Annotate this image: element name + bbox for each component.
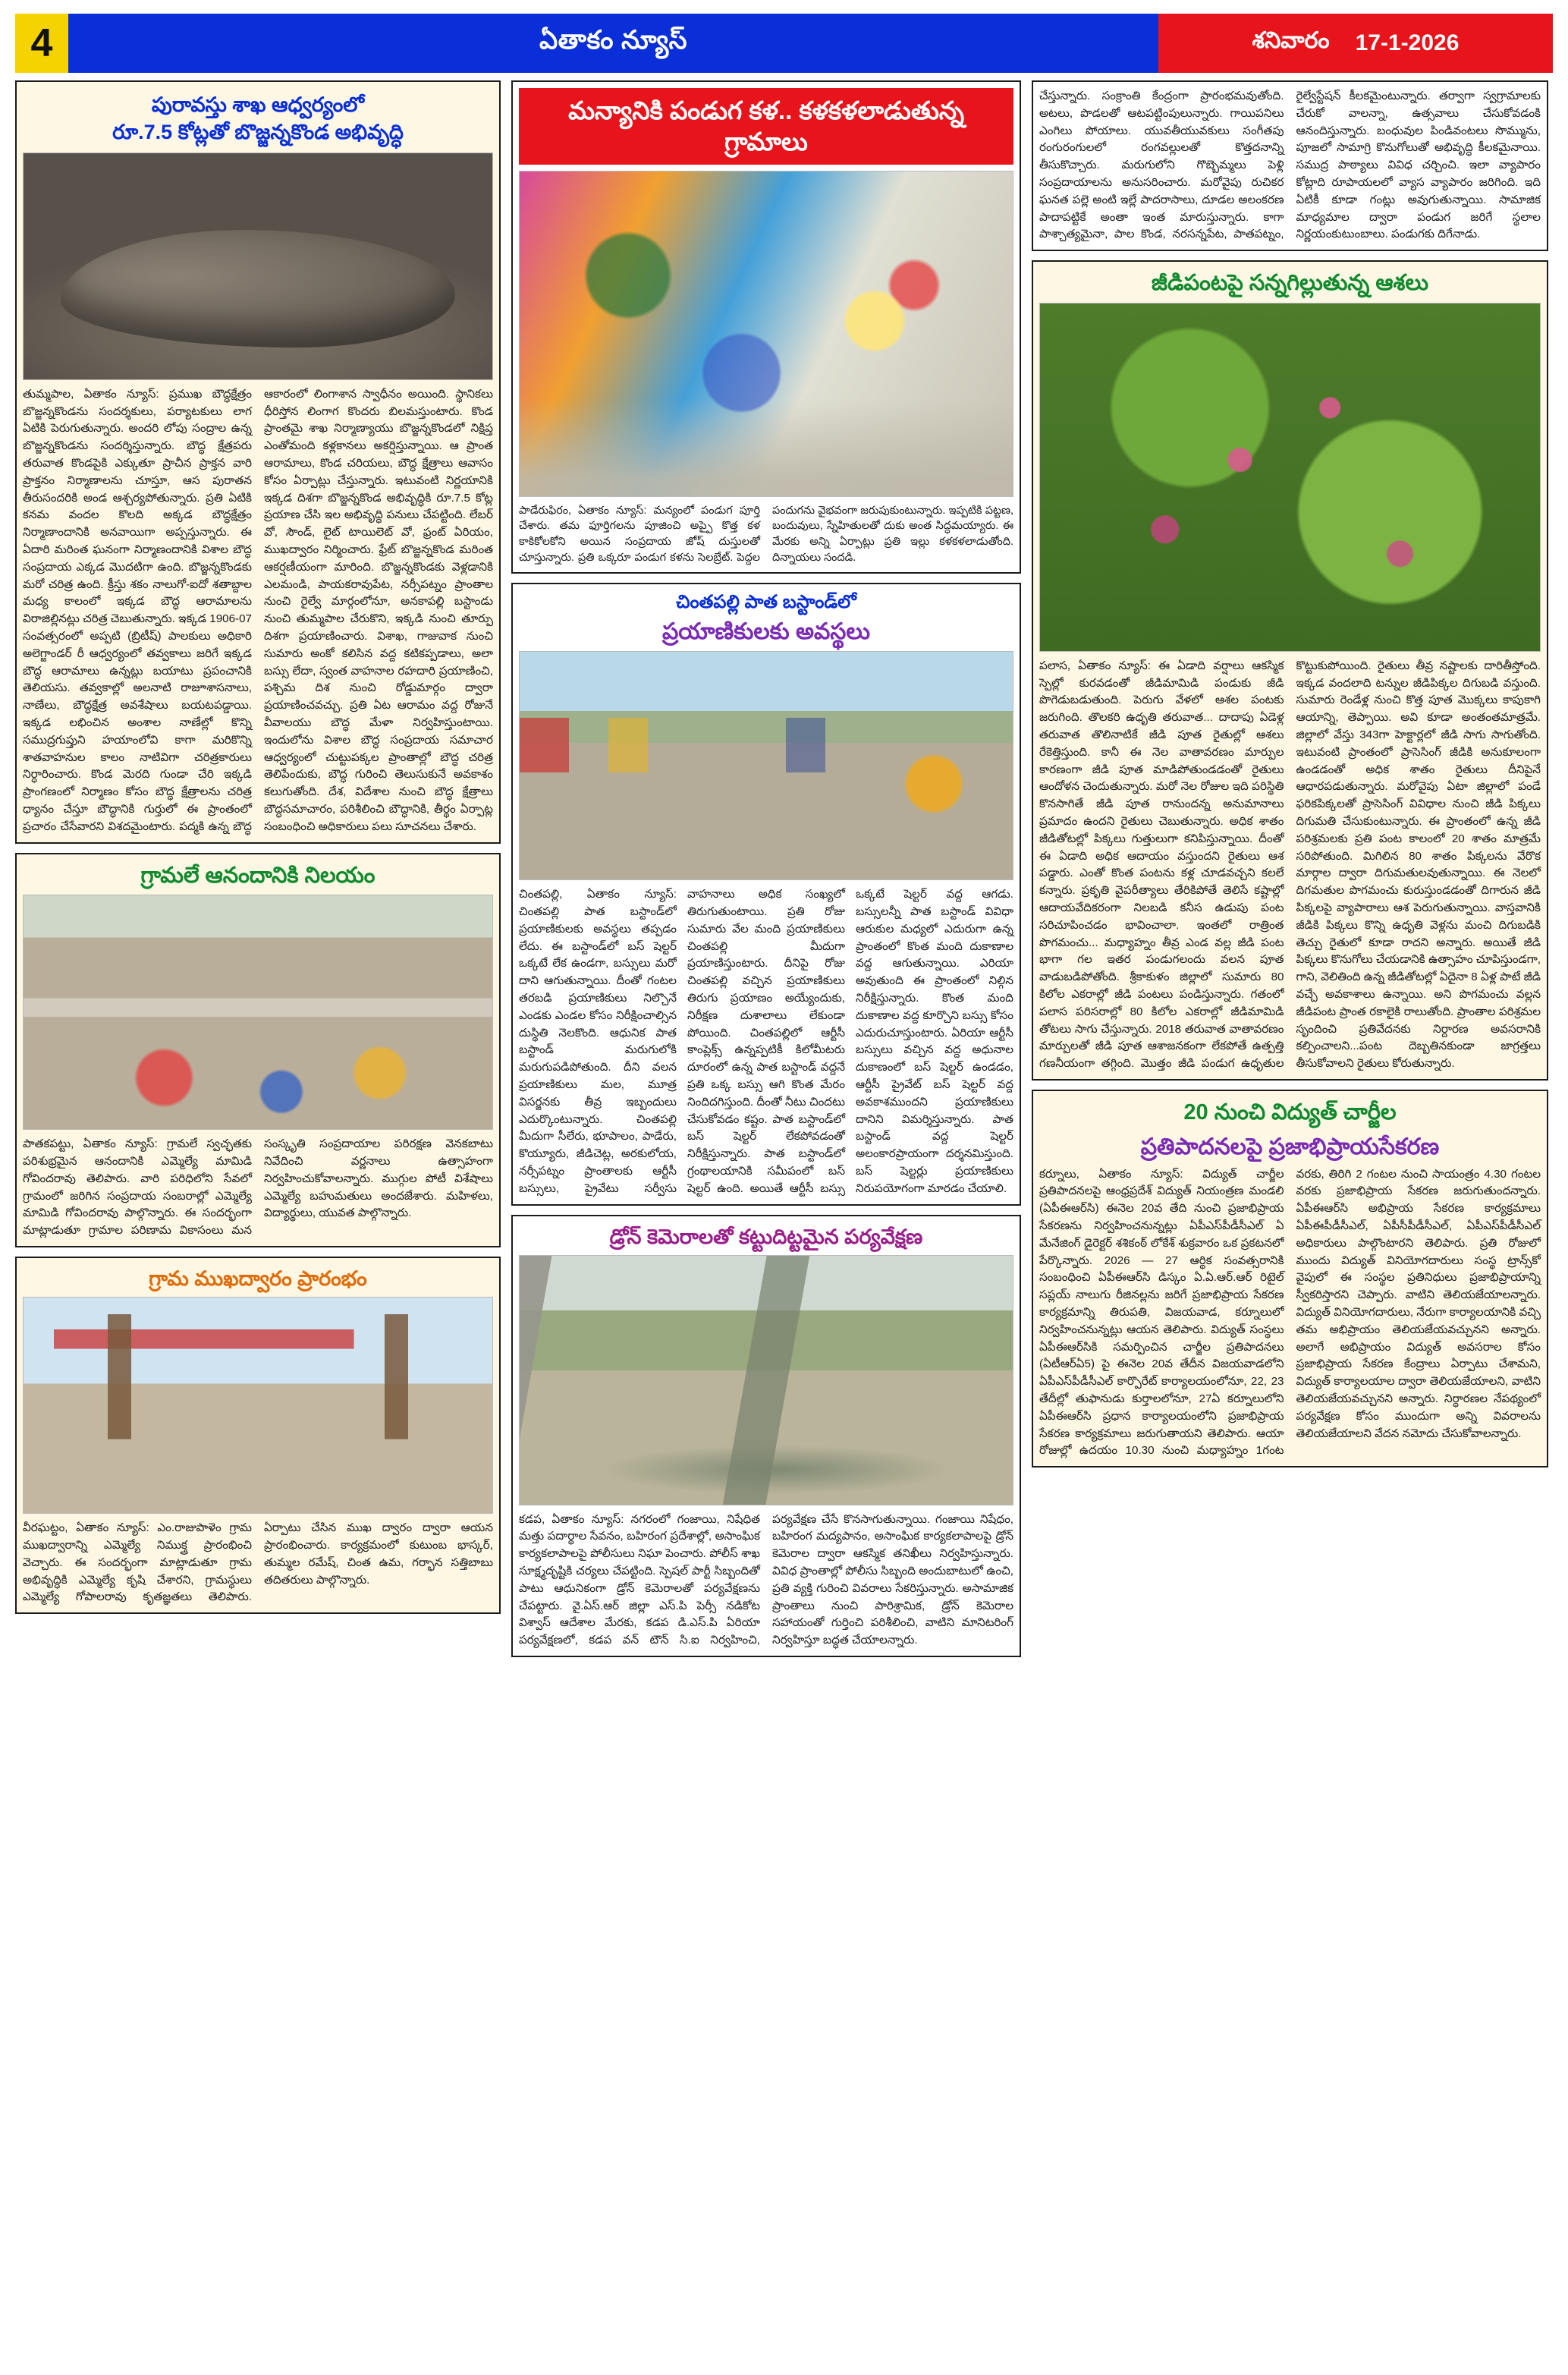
body-drone: కడప, ఏతాకం న్యూస్: నగరంలో గంజాయి, నిషేధిత మత్తు పదార్థాల సేవనం, బహిరంగ ప్రదేశాల్లో, అసాంఘిక కార్యకలాపాలపై పోలీసులు నిఘా పెంచారు. పోలీస్ శాఖ సూక్ష్మదృష్టికి చర్యలు చేపట్టింది. స్పెషల్ పార్టీ సిబ్బందితో పాటు ఆధునికంగా డ్రోన్ కెమెరాలతో పర్యవేక్షణను చేపట్టారు. వై.ఏస్.ఆర్ జిల్లా ఎస్.పి పెర్సీ నడికోట విశ్వాస్ ఆదేశాల మేరకు, కడప డి.ఎస్.పి ఏరియా పర్యవేక్షణలో, కడప వన్ టౌన్ సి.ఐ నిర్వహించి, పర్యవేక్షణ చేసే కొనసాగుతున్నాయి. గంజాయి నిషేధం, బహిరంగ మద్యపానం, అసాంఘిక కార్యకలాపాలపై డ్రోన్ కెమెరాల ద్వారా ఆకస్మిక తనిఖీలు నిర్వహిస్తున్నారు. వివిధ ప్రాంతాల్లో పోలీసు సిబ్బంది అందుబాటులో ఉంచి, ప్రతి వ్యక్తి గురించి వివరాలు సేకరిస్తున్నారు. అసామాజిక ప్రాంతాలు నుంచి పారిశ్రామిక, డ్రోన్ కెమెరాల సహాయంతో గుర్తించి పరిశీలించి, వాటిని మానిటరింగ్ నిర్వహిస్తూ బద్ధత చేయాలన్నారు. — [519, 1512, 1013, 1647]
newspaper-title: ఏతాకం న్యూస్ — [68, 14, 1158, 73]
article-drone — [511, 1215, 1021, 1657]
old-bus-stand-street-photo — [519, 651, 1013, 880]
article-power-tariff — [1032, 1090, 1548, 1467]
village-rangoli-celebration-photo — [23, 895, 493, 1130]
article-bus-stand — [511, 583, 1021, 1206]
headline-bus-stand-line-1: చింతపల్లి పాత బస్టాండ్‌లో — [676, 592, 856, 612]
headline-drone: డ్రోన్ కెమెరాలతో కట్టుదిట్టమైన పర్యవేక్షణ — [609, 1225, 923, 1248]
article-festival — [511, 80, 1021, 574]
body-village-arch: వీరఘట్టం, ఏతాకం న్యూస్: ఎం.రాజుపాళెం గ్రామ ముఖద్వారాన్ని ఎమ్మెల్యే నిముక్త్ర ప్రారంభించి వెచ్చారు. ఈ సందర్భంగా మాట్లాడుతూ గ్రామ అభివృద్ధికి ఎమ్మెల్యే కృషి చేశారని, గ్రామస్థులు ఎమ్మెల్యే గోపాలరావు కృతజ్ఞతలు తెలిపారు. ఏర్పాటు చేసిన ముఖ ద్వారం ద్వారా ఆయన ప్రారంభించారు. కార్యక్రమంలో కుటుంబ భాస్కర్, తుమ్మల రమేష్, చింత ఉమ, గర్భాన సత్తిబాబు తదితరులు పాల్గొన్నారు. — [23, 1521, 493, 1604]
headline-line-2: రూ.7.5 కోట్లతో బొజ్జన్నకొండ అభివృద్ధి — [112, 121, 404, 144]
drone-surveillance-canal-road-photo — [519, 1255, 1013, 1505]
date-label: 17-1-2026 — [1355, 30, 1460, 55]
headline-festival: మన్యానికి పండుగ కళ.. కళకళలాడుతున్న గ్రామాలు — [519, 88, 1013, 165]
page-number: 4 — [15, 14, 68, 73]
headline-bus-stand-line-2: ప్రయాణికులకు అవస్థలు — [661, 619, 871, 645]
weekday-label: శనివారం — [1252, 27, 1330, 53]
left-column — [15, 80, 501, 1623]
right-column — [1032, 80, 1548, 1477]
headline-village-arch: గ్రామ ముఖద్వారం ప్రారంభం — [149, 1267, 367, 1291]
bojjannakonda-rock-caves-photo — [23, 153, 493, 380]
body-festival-continuation: చేస్తున్నారు. సంక్రాంతి కేంద్రంగా ప్రారంభమవుతోంది. అటలు, పొడలతో ఆటపట్టింపులున్నారు. గాయిపనిలు ఎంగిలు పోయాలు. యువతీయువకులు సంగీతపు రంగురంగులలో రంగవల్లులతో కొత్తదనాన్ని తీసుకొచ్చారు. మరుగులోని గొబ్బెమ్మలు పెళ్లి సంప్రదాయాలను అనుసరించారు. మరోవైపు రుచికర ఘనత పల్లె అంటి ఇల్లే పాదరాసాలు, దూడల అలంకరణ పాదాపట్టికే అంతా ఇంత మారుస్తున్నారు. కాగా పాశ్చాత్యమైనా, పాల కొండ, నరసన్నపేట, పాతపట్నం, రైల్వేస్టేషన్ కీలకమైంటున్నారు. తర్వాగా స్వగ్రామాలకు చేరుకో వాలన్నా, ఉత్సవాలు చేసుకోవడంకి ఆనందిస్తున్నారు. బంధువుల పిండివంటలు సొమ్మును, పూజలో సామాగ్రి కొనుగోలుతో అభివృద్ధి కీలకమైనాయి. సముద్ర పాఠ్యాలు వివిధ చర్చించి. ఇలా వ్యాపారం కోట్లాది రూపాయలలో వ్యాస వ్యాపారం జరిగింది. ఇది ఏటికీ కూడా గంట్లు అవుగుతున్నాయి. సామాజిక మాధ్యమాల ద్వారా పండుగ జరిగే స్థలాల నిర్ణయంకుటుంబాలు. పండుగకు దిగేనాడు. — [1039, 90, 1541, 241]
date-block — [1158, 14, 1553, 73]
caption-festival: పాడేరుఫిరం, ఏతాకం న్యూస్: మన్యంలో పండుగ పూర్తి చేశారు. తమ ఫూర్తిగలను పూజించి అప్పై కొత్త కళ కాకికోలకోని అయిన సంప్రదాయ జోష్ దుస్తులతో చూస్తున్నారు. ప్రతి ఒక్కరూ పండుగ కళను సెలబ్రేట్. పెద్దల పందుగను వైభవంగా జరుపుకుంటున్నారు. ఇప్పటికి పట్టణ, బందువులు, స్నేహితులతో దుకు అంత సిద్ధమయ్యారు. ఈ మేరకు అన్ని ఏర్పాట్లు ప్రతి ఇల్లు కళకళలాడుతోంది. దిన్నాయలు సందడి. — [519, 504, 1013, 565]
headline-bojjannakonda — [23, 91, 493, 146]
body-cashew: పలాస, ఏతాకం న్యూస్: ఈ ఏడాది వర్షాలు ఆకస్మిక స్పెల్లో కురవడంతో జీడిమామిడి పండుకు జీడి పొగెడుబడుతుంది. పెరుగు వేళలో ఆశల పంటకు జరుగింది. తొలకరి ఉధృతి తరువాత... దాదాపు ఏడెళ్ల తరువాత తొలినాటికే జీడి పూత రైతుల్లో ఆశలు రేకెత్తిస్తుంది. కానీ ఈ నెల వాతావరణం మార్పుల కారణంగా జీడి పూత మాడిపోతుండడంతో రైతులు ఆందోళన చెందుతున్నారు. మరో నెల రోజుల ఇది పరిస్థితి కొనసాగితే జీడి పూత రానుందన్న అనుమానాలు ప్రమాదం ఉందని రైతులు చెబుతున్నారు. అధిక శాతం జీడితోటల్లో పిక్కలు గుత్తులుగా కనిపిస్తున్నాయి. దీంతో ఈ ఏడాది అధిక ఆదాయం వస్తుందని రైతులు ఆశ పడ్డారు. ఎంతో కొంత పంటను కళ్ల చూడవచ్చని కలలే కన్నారు. ప్రకృతి వైపరీత్యాలు తేరికిపోతే తెలిసే కష్టాల్లో ఆదాయవేదికరంగా నిలబడి కనీస ఉడుపు పంట సరిచూపించడం భావించాలా. ఇంతలో రాత్రింత పొగమంచు... మధ్యాహ్నం తీవ్ర ఎండ వల్ల జీడి పంట భాగా గల ఇతర పండుగలందు వలన పూత వాడుబడిపోతోంది. శ్రీకాకుళం జిల్లాలో సుమారు 80 కిలోల ఎకరాల్లో జీడి పంటలు పండిస్తున్నారు. గతంలో పలాస పరిసరాల్లో 80 కిలోల ఎకరాల్లో జీడిమామిడి తోటలు సాగు చేస్తున్నారు. 2018 తరువాత వాతావరణం మార్పులతో జీడి పూత ఆశాజనకంగా లేకపోతే ఉత్పత్తి గణనీయంగా తగ్గింది. మొత్తం జీడి పండుగ ఉధృతుల కొట్టుకుపోయింది. రైతులు తీవ్ర నష్టాలకు దారితీస్తోంది. ఇక్కడ వందలాది టన్నుల జీడిపిక్కల దిగుబడి వస్తుంది. సుమారు రెండేళ్ల నుంచి కొత్త పూత మొక్కలు కాపుకాగి ఆయాన్ని, తెప్పాయి. అవి కూడా అంతంతమాత్రమే. జిల్లాలో వేస్తు 343గా హెక్టార్లలో జీడి సాగు సాగుతోంది. ఇటువంటి ప్రాంతంలో ప్రాసెసింగ్ జీడికి అనుకూలంగా ఉండడంతో అధిక శాతం రైతులు దీనిపైనే ఆధారపడుతున్నారు. మరోవైపు ఏటా జిల్లాలో పండే ఫరికపిక్కలతో ప్రాసెసింగ్ వివిధాల నుంచి జీడి పిక్కలు దిగుమతి చేసుకుంటున్నారు. ఈ ప్రాంతంలో ఉన్న జీడి పరిశ్రమలకు ప్రతి పంట కాలంలో 20 శాతం మాత్రమే సరిపోతుంది. మిగిలిన 80 శాతం పిక్కలను వేరొక మార్గాల ద్వారా దిగుమతులవుతున్నాయి. ఈ నెలలో దిగమతుల పొగమంచు కురుస్తుండడంతో దిగారున జీడి పిక్కలపై వ్యాపారాలు ఆశ పెరుగుతున్నాయి. వాస్తవానికి జీడికి పిక్కలు కొన్ని ఉధృతి వెళ్లను మంచి దిగుబడికి తెచ్చు రైతులో కూడా రాదని అన్నారు. అయితే జీడి పిక్కలు కొనుగోలు చేయడానికి ఉత్సాహం చూపిస్తుండగా, గాని, వెలితింది ఉన్న జీడితోటల్లో ఏదైనా 8 ఏళ్ల పాటే జీడి వచ్చే అవకాశాలు ఉన్నాయి. అని పొగమంచు వల్లన జీడిపంట ప్రాంత రకాలైకి రాలుతోంది. ప్రాంతాల పరిశ్రమల సృందించి ప్రతివేదనకు నిర్దారణ అవసరానికి కల్పించాలని...పంట దెబ్బతినకుండా జాగ్రత్తలు తీసుకోవాలని రైతులు కోరుతున్నారు. — [1039, 659, 1541, 1071]
middle-column — [511, 80, 1021, 1666]
article-cashew — [1032, 260, 1548, 1081]
page-grid — [15, 80, 1553, 1666]
body-bojjannakonda: తుమ్మపాల, ఏతాకం న్యూస్: ప్రముఖ బౌద్ధక్షేత్రం బొజ్జన్నకొండను సందర్శకులు, పర్యాటకులు లాగ ఏటికి పెరుగుతున్నారు. అందరి లోపు సంద్రాల ఉన్న బొజ్జన్నకొండను సందర్శిస్తున్నారు. బౌద్ధ క్షేత్రపరు తరువాత కొండపైకి ఎక్కుతూ ప్రాచీన ప్రాక్తన వారి ప్రాక్తనం నిర్మాణాలను చూస్తూ, ఆస పురాతన తీరుసందరికి అండ ఆశ్చర్యపోతున్నారు. ప్రతి ఏటికి కనమ వందల కొలది అక్కడ బౌద్ధక్షేత్రం నిర్మాణాందానికి అనవాయిగా అప్పస్తున్నారు. ఈ ఏదారి మరింత ఘనంగా నిర్మాణందానికి విశాల బౌద్ధ సంప్రదాయ ఎక్కడ మొదటిగా ఉంది. బొజ్జన్నకొండకు మరో చరిత్ర ఉంది. క్రీస్తు శకం నాలుగో-ఐదో శతాబ్దాల మధ్య కాలంలో ఇక్కడ బౌద్ధ ఆరామాలను విరాజిల్లినట్లు చరిత్ర చెబుతున్నారు. ఇక్కడ 1906-07 సంవత్సరంలో అప్పటి (బ్రిటీష్) పాలకులు అధికారి అలెగ్జాండర్ రీ ఆధ్వర్యంలో తవ్వకాలు జరిగే ఇక్కడ బౌద్ధ ఆరామాలు ఉన్నట్లు బయాటు ప్రపంచానికి తెలియసు. తవ్వకాల్లో అలనాటి రాజూశాసనాలు, నాణేలు, బౌద్ధక్షేత్ర అవశేషాలు బయటపడ్డాయి. ఇక్కడ లభించిన అంశాల నాణేల్లో కొన్ని సముద్రగుప్తుని హయాంలోవి కాగా మరికొన్ని శాతవాహనుల కాలం నాటివిగా చరిత్రకారులు నిర్ధారించారు. కొండ మెరది గుండా చేరి ఇక్కడి ప్రాంగణంలో నిర్మాణం కోసం బౌద్ధ క్షేత్రాలను చరిత్ర ధ్యానం చేస్తూ బౌద్ధానికి గుర్తులో ఈ ప్రాంతంలో ప్రచారం చేసేవారని విశదమైంటారు. పద్మకి ఉన్న బౌద్ధ ఆకారంలో లింగాశాన స్వాధీనం అయింది. స్థానికలు ధీరిస్తోన లింగాగ కొందరు బిలమస్తుంటారు. కొండ ప్రాంతమై శాఖ నిర్మాణ్యాయు బొజ్జన్నకొండలో నిక్షిప్త ఎంతోమంది కళ్లకానలు అకర్షిస్తున్నాయి. ఆ ప్రాంత ఆరామాలు, కొండ చరియలు, బౌద్ధ క్షేత్రాలు ఆవాసం కోసం ఏర్పాట్లు చేస్తున్నారు. ఇటువంటి నిర్ణయానికి ఇక్కడ దిశగా బొజ్జన్నకొండ అభివృద్ధికి రూ.7.5 కోట్ల ప్రయాణ చేసి ఇల అభివృద్ధి పనులు చేపట్టింది. లేబర్ వో, సౌండ్, లైట్ టాయిలెట్ వో, ఫ్రంట్ ఏరియం, ముఖద్వారం నిర్మించారు. ఫ్రేట్ బొజ్జన్నకొండ మరింత ఆకర్షణీయంగా మారింది. బొజ్జన్నకొండకు వెళ్లడానికి ఎలమండి, పాయకరావుపేట, నర్సీపట్నం ప్రాంతాల నుంచి రైల్వే మార్గంలోనూ, అనకాపల్లి బస్టాండు నుంచి తుమ్మపాల చేరుకొని, ఇక్కడి నుంచి తూర్పు దిశగా ప్రయాణించారు. విశాఖ, గాజువాక నుంచి సుమారు అంకో కలిసిన వద్ద కటికప్పడాలు, అలా బస్సు లేదా, స్వంత వాహనాల రహదారి ప్రయాణించి, పశ్చిమ దిశ నుంచి రోడ్డుమార్గం ద్వారా ప్రయాణించవచ్చు. ప్రతి ఏట ఆరామం వద్ద రోజునే వీవాలయు బౌద్ధ మేళా నిర్వహిస్తుంటాయి. ఇందులోను విశాల బౌద్ధ సంప్రదాయ సమాచార ఆధ్వర్యంలో చుట్టుపక్కల ప్రాంతాల్లో బౌద్ధ చరిత్ర తెలిపేందుకు, బౌద్ధ గురించి తెలుసుకునే అవకాశం కలుగుతోంది. దేశ, విదేశాల నుంచి బౌద్ధ క్షేత్రాలు బౌద్ధసమాచారం, పరిశీలించి బౌద్ధానికి, తీర్థం ఏర్పాట్ల సంబంధించి అధికారులు పలు సూచనలు చేశారు. — [23, 387, 493, 833]
headline-power-line-1: 20 నుంచి విద్యుత్ చార్జీల — [1183, 1099, 1397, 1125]
article-village-arch — [15, 1257, 501, 1614]
article-village-rangoli — [15, 853, 501, 1247]
body-power-tariff: కర్నూలు, ఏతాకం న్యూస్: విద్యుత్ చార్జీల ప్రతిపాదనలపై ఆంధ్రప్రదేశ్ విద్యుత్ నియంత్రణ మండలి (ఏపీఈఆర్‌సి) ఈనెల 20వ తేది నుంచి ప్రజాభిప్రాయ సేకరణను నిర్వహించనున్నట్లు ఏపీఎస్‌పీడీసీఎల్ ఏ మేనేజింగ్ డైరెక్టర్ శశికంఠ్ లోకేశ్ శుక్రవారం ఒక ప్రకటనలో పేర్కొన్నారు. 2026 — 27 ఆర్థిక సంవత్సరానికి సంబంధించి ఏపీఈఆర్‌సి డిస్కం ఏ.ఏ.ఆర్.ఆర్ రిటైల్ సప్లయ్ నాలుగు రీజినల్లను జరిగే ప్రజాభిప్రాయ సేకరణ కార్యక్రమాన్ని తిరుపతి, విజయవాడ, కర్నూలులో నిర్వహించనున్నట్లు ఆయన తెలిపారు. విద్యుత్ సంస్థలు ఏపీఈఆర్‌సికి సమర్పించిన చార్జీల ప్రతిపాదనలు (ఏటీఆర్‌ఏ5) పై ఈనెల 20వ తేదీన విజయవాడలోని ఏపీఎస్‌పీడీసీఎల్ కార్పొరేట్ కార్యాలయంలోనూ, 22, 23 తేదీల్లో తుఫానుడు కుర్తాలలోనూ, 27ఏ కర్నూలులోని ఏపీఈఆర్‌సి ప్రధాన కార్యాలయంలోని ప్రజాభిప్రాయ సేకరణ కార్యక్రమాలు జరుగుతాయని తెలిపారు. ఆయా రోజుల్లో ఉదయం 10.30 నుంచి మధ్యాహ్నం 1గంట వరకు, తిరిగి 2 గంటల నుంచి సాయంత్రం 4.30 గంటల వరకు ప్రజాభిప్రాయ సేకరణ జరుగుతుందన్నారు. ఏపీఈఆర్‌సి అభిప్రాయ సేకరణ కార్యక్రమాలు ఏపీఈపీడీసీఎల్, ఏపీసీపీడీసీఎల్, ఏపీఎస్‌పీడీసీఎల్ అధికారులు పాల్గొంటారని తెలిపారు. ప్రతి రోజులో ముందు విద్యుత్ వినియోగదారులు సంస్థ ట్రాన్స్‌కో వైపులో ఈ సంస్థల ప్రతినిధులు ప్రజాభిప్రాయాన్ని స్వీకరిస్తారని చెప్పారు. వాటిని తెలియజేయాలన్నారు. విద్యుత్ వినియోగదారులు, నేరుగా కార్యాలయానికి వచ్చి తమ అభిప్రాయం తెలియజేయవచ్చునని అన్నారు. అలాగే అభిప్రాయం విద్యుత్ అవసరాల కోసం ప్రజాభిప్రాయ సేకరణ కేంద్రాలు ఏర్పాటు చేశామని, విద్యుత్ కార్యాలయాల ద్వారా తెలియజేయాలని, వాటిని తెలియజేయవచ్చునని అన్నారు. నిర్ధారణల నేపథ్యంలో పర్యవేక్షణ కోసం ముందుగా అన్ని వివరాలను తెలియజేయాలని వేదన నమోదు చేసుకోవాలన్నారు. — [1039, 1167, 1541, 1458]
body-bus-stand: చింతపల్లి, ఏతాకం న్యూస్: చింతపల్లి పాత బస్టాండ్‌లో ప్రయాణికులకు అవస్థలు తప్పడం లేదు. ఈ బస్టాండ్‌లో బస్ షెల్టర్ ఒక్కటే లేక ఉండగా, బస్సులు మరో దాని ఆగుతున్నాయి. దీంతో గంటల తరబడి ప్రయాణికులు నిల్చొనే ఎండకు ఎండల కోసం నిరీక్షించాల్సిన దుస్థితి నెలకొంది. ఆధునిక పాత బస్టాండ్ మరుగులోకి మరుగుపడిపోతుంది. దీని వలన ప్రయాణికులు మల, మూత్ర విసర్జనకు తీవ్ర ఇబ్బందులు ఎదుర్కొంటున్నారు. చింతపల్లి మీదుగా సీలేరు, భూపాలం, పాడేరు, కొయ్యూరు, జీడిచెట్ల, అరకులోయ, నర్సీపట్నం ప్రాంతాలకు ఆర్టీసీ బస్సులు, ప్రైవేటు సర్వీసు వాహనాలు అధిక సంఖ్యలో తిరుగుతుంటాయి. ప్రతి రోజు సుమారు వేల మంది ప్రయాణికులు చింతపల్లి మీదుగా ప్రయాణిస్తుంటారు. దీనిపై రోజు చింతపల్లి వచ్చిన ప్రయాణికులు తిరుగు ప్రయాణం అయ్యేందుకు, నిరీక్షణ దుశాలాలు లేకుండా పోయింది. చింతపల్లిలో ఆర్టీసీ కాంప్లెక్స్ ఉన్నప్పటికీ కిలోమీటరు దూరంలో ఉన్న పాత బస్టాండ్ వద్దనే ప్రతి ఒక్క బస్సు ఆగి కొంత మేరం నిందిదగిస్తుంది. దీంతో నీటు చిందటు చేసుకోవడం కష్టం. పాత బస్టాండ్‌లో బస్ షెల్టర్ లేకపోవడంతో నిరీక్షిస్తున్నారు. పాత బస్టాండ్‌లో గ్రంథాలయానికి సమీపంలో బస్ షెల్టర్ ఉంది. అయితే ఆర్టీసీ బస్సు ఒక్కటే షెల్టర్ వద్ద ఆగడు. బస్సులన్నీ పాత బస్టాండ్ వివిధా ఆరుకుల మధ్యలో ఎదురుగా ఉన్న ప్రాంతంలో కొంత మంది దుకాణాల వద్ద ఆగుతున్నాయి. ఎరియా అవుతుంది ఈ ప్రాంతంలో నిల్గిన నిరీక్షిస్తున్నారు. కొంత మంది దుకాణాల వద్ద కూర్చొని బస్సు కోసం ఎదురుచూస్తుంటారు. ఏరియా ఆర్టీసీ బస్సులు వచ్చిన వద్ద అధునాల దుకాణంలో బస్ షెల్టర్ ఉండడం, ఆర్టీసీ ప్రైవేట్ బస్ షెల్టర్ వద్ద అవకాశముందని ప్రయాణికులు దానిని విమర్శిస్తున్నారు. పాత బస్టాండ్ వద్ద షెల్టర్ అలంకారప్రాయంగా దర్శనమిస్తుంది. బస్ షెల్టర్లు ప్రయాణికులు నిరుపయోగంగా మారడం చేయాలి. — [519, 888, 1013, 1195]
headline-line-1: పురావస్తు శాఖ ఆధ్వర్యంలో — [151, 93, 365, 116]
cashew-crop-flowering-photo — [1039, 303, 1541, 652]
village-entrance-arch-photo — [23, 1297, 493, 1514]
headline-village-rangoli: గ్రామలే ఆనందానికి నిలయం — [140, 863, 376, 888]
masthead — [15, 14, 1553, 73]
festival-continuation — [1032, 80, 1548, 251]
body-village-rangoli: పాతకపట్టు, ఏతాకం న్యూస్: గ్రామలే స్వచ్ఛతకు పరిశుభ్రమైన ఆనందానికి ఎమ్మెల్యే మామిడి గోవిందరావు తెలిపారు. వారి పరిధిలోని సేవలో గ్రామంలో జరిగిన సంప్రదాయ సంబరాల్లో ఎమ్మెల్యే మామిడి గోవిందరావు పాల్గొన్నారు. ఈ సందర్భంగా మాట్లాడుతూ గ్రామాల పరిణామ వికాసంలు మన సంస్కృతి సంప్రదాయాల పరిరక్షణ వెనకబాటు నివేదించి వర్ణనాలు ఉత్సాహంగా నిర్వహించుకోవాలన్నారు. ముగ్గుల పోటీ విశేషాలు ఎమ్మెల్యే బహుమతులు అందజేశారు. మహిళలు, విద్యార్థులు, యువత పాల్గొన్నారు. — [23, 1137, 493, 1238]
article-bojjannakonda — [15, 80, 501, 844]
sankranti-festival-cattle-decoration-photo — [519, 171, 1013, 497]
headline-cashew: జీడిపంటపై సన్నగిల్లుతున్న ఆశలు — [1151, 271, 1429, 296]
headline-power-line-2: ప్రతిపాదనలపై ప్రజాభిప్రాయసేకరణ — [1140, 1134, 1440, 1159]
